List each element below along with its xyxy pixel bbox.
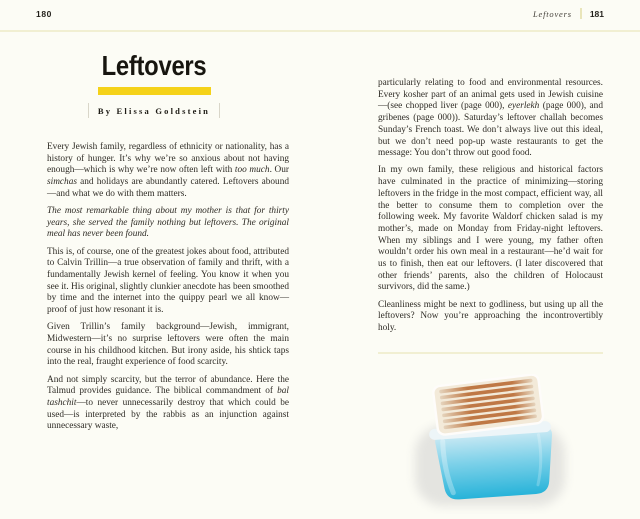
header-divider-bar xyxy=(580,8,582,19)
byline: By Elissa Goldstein xyxy=(97,105,211,116)
paragraph: particularly relating to food and environmental resources. Every kosher part of an animal gets used in Jewish cuisine—(see chopped liver (page 000), eyerlekh (page 000), and gribenes (page 000)). Saturday’s leftover challah becomes Sunday’s French toast. We don’t always live out this ideal, but we don’t need pop-up waste restaurants to get the message: You don’t throw out good food. xyxy=(378,78,603,159)
paragraph: In my own family, these religious and historical factors have culminated in the practice of minimizing—storing leftovers in the fridge in the most compact, efficient way, all the better to consume them to completion over the following week. My favorite Waldorf chicken salad is my mother’s, made on Monday from Friday-night leftovers. When my siblings and I were young, my father often wouldn’t order his own meal in a restaurant—he’d wait for us to finish, then eat our leftovers. (I later discovered that other friends’ parents, also the children of Holocaust survivors, did the same.) xyxy=(378,165,603,293)
page-number-left: 180 xyxy=(36,9,52,19)
page-number-right: 181 xyxy=(589,8,604,19)
paragraph: And not simply scarcity, but the terror of abundance. Here the Talmud provides guidance. The biblical commandment of bal tashchit—to never unnecessarily destroy that which could be used—is interpreted by the rabbis as an injunction against unnecessary waste, xyxy=(47,374,289,432)
chapter-title-block xyxy=(33,44,275,118)
chapter-title: Leftovers xyxy=(101,50,207,81)
paragraph: The most remarkable thing about my mother is that for thirty years, she served the family nothing but leftovers. The original meal has never been found. xyxy=(47,206,289,240)
running-title: Leftovers xyxy=(532,8,572,19)
byline-row xyxy=(33,103,275,118)
refrigerator-dish-illustration xyxy=(401,374,581,514)
paragraph: Every Jewish family, regardless of ethnicity or nationality, has a history of hunger. It’s why we’re so anxious about not having enough—which is why we’re now often left with too much. Our simchas and holidays are abundantly catered. Leftovers abound—and what we do with them matters. xyxy=(47,142,290,199)
paragraph: Cleanliness might be next to godliness, but using up all the leftovers? Now you’re approaching the incontrovertibly holy. xyxy=(378,299,603,334)
refrigerator-dish-photo xyxy=(401,374,581,519)
right-page xyxy=(378,54,603,519)
right-body-text xyxy=(378,78,603,335)
paragraph: This is, of course, one of the greatest jokes about food, attributed to Calvin Trillin—a true observation of family and thrift, with a fundamentally Jewish kernel of feeling. You know it when you see it. His original, slightly clunkier anecdote has been smoothed by time and the internet into the quippy pearl we all know—proof of just how resonant it is. xyxy=(47,246,289,316)
running-header-right xyxy=(533,8,604,19)
left-body-text xyxy=(47,142,289,433)
header-rule xyxy=(0,30,640,32)
section-divider-rule xyxy=(378,352,603,354)
byline-left-bar xyxy=(88,103,89,118)
title-accent-bar xyxy=(98,87,211,95)
paragraph: Given Trillin’s family background—Jewish, immigrant, Midwestern—it’s no surprise leftovers were often the main course in his childhood kitchen. But irony aside, his shtick taps into the real, fraught experience of food scarcity. xyxy=(47,322,289,368)
byline-right-bar xyxy=(219,103,220,118)
left-page xyxy=(47,44,289,433)
